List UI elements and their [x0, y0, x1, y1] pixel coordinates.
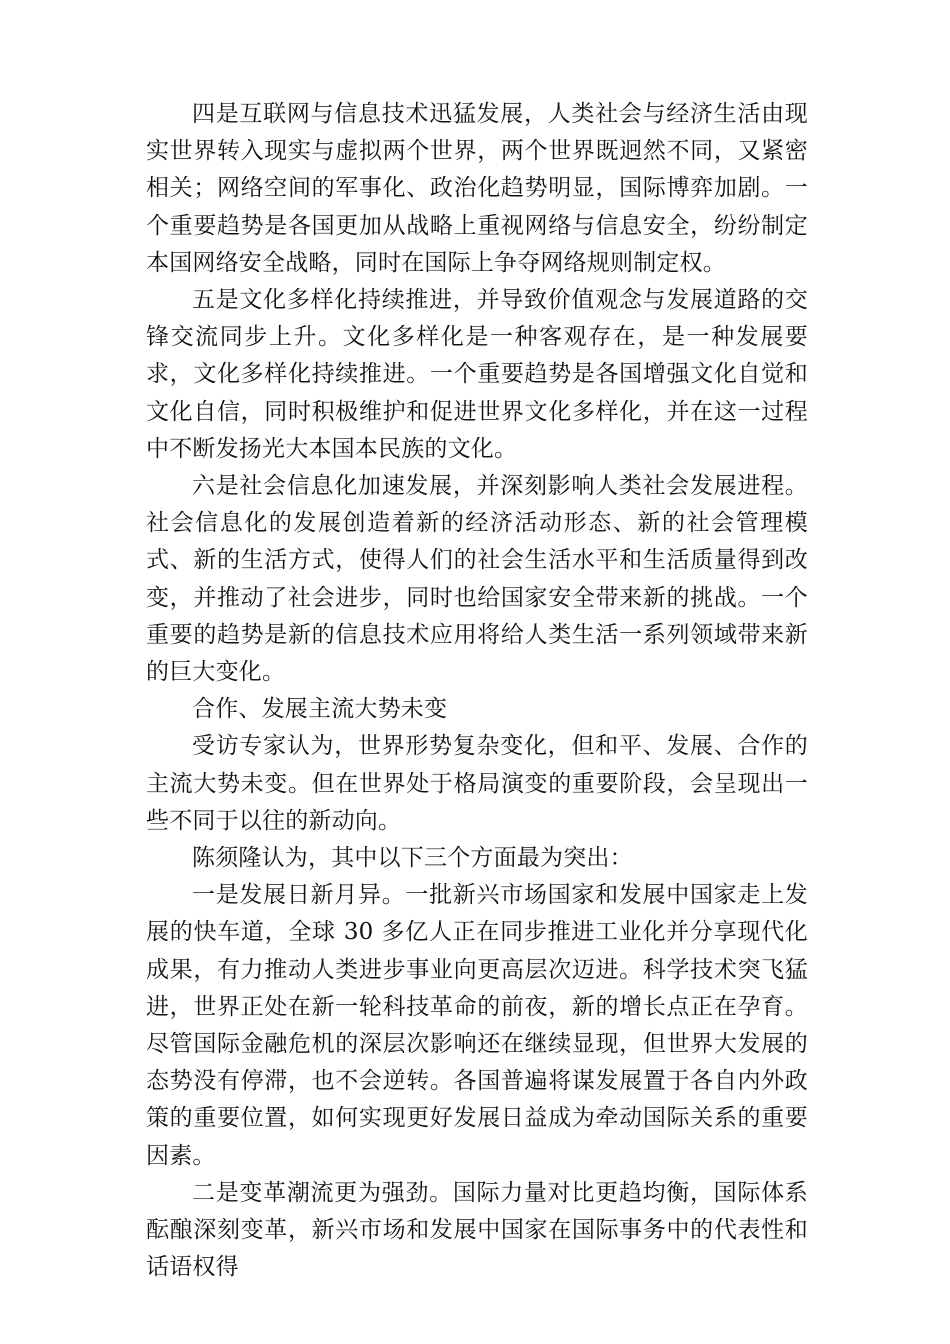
paragraph-experts: 受访专家认为，世界形势复杂变化，但和平、发展、合作的主流大势未变。但在世界处于格局演变的重要阶段，会呈现出一些不同于以往的新动向。: [146, 733, 808, 834]
paragraph-development: 一是发展日新月异。一批新兴市场国家和发展中国家走上发展的快车道，全球 30 多亿人正在同步推进工业化并分享现代化成果，有力推动人类进步事业向更高层次迈进。科学技术突飞猛进，世界正处在新一轮科技革命的前夜，新的增长点正在孕育。尽管国际金融危机的深层次影响还在继续显现，但世界大发展的态势没有停滞，也不会逆转。各国普遍将谋发展置于各自内外政策的重要位置，如何实现更好发展日益成为牵动国际关系的重要因素。: [146, 882, 808, 1169]
section-heading: 合作、发展主流大势未变: [192, 696, 448, 723]
paragraph-internet: 四是互联网与信息技术迅猛发展，人类社会与经济生活由现实世界转入现实与虚拟两个世界，两个世界既迥然不同，又紧密相关；网络空间的军事化、政治化趋势明显，国际博弈加剧。一个重要趋势是各国更加从战略上重视网络与信息安全，纷纷制定本国网络安全战略，同时在国际上争夺网络规则制定权。: [146, 101, 808, 276]
document-page: [146, 96, 808, 1287]
paragraph-reform: 二是变革潮流更为强劲。国际力量对比更趋均衡，国际体系酝酿深刻变革，新兴市场和发展中国家在国际事务中的代表性和话语权得: [146, 1179, 808, 1281]
paragraph-chen: 陈须隆认为，其中以下三个方面最为突出：: [192, 845, 633, 872]
paragraph-informatization: 六是社会信息化加速发展，并深刻影响人类社会发展进程。社会信息化的发展创造着新的经济活动形态、新的社会管理模式、新的生活方式，使得人们的社会生活水平和生活质量得到改变，并推动了社会进步，同时也给国家安全带来新的挑战。一个重要的趋势是新的信息技术应用将给人类生活一系列领域带来新的巨大变化。: [146, 473, 808, 686]
paragraph-culture: 五是文化多样化持续推进，并导致价值观念与发展道路的交锋交流同步上升。文化多样化是一种客观存在，是一种发展要求，文化多样化持续推进。一个重要趋势是各国增强文化自觉和文化自信，同时积极维护和促进世界文化多样化，并在这一过程中不断发扬光大本国本民族的文化。: [146, 287, 808, 462]
